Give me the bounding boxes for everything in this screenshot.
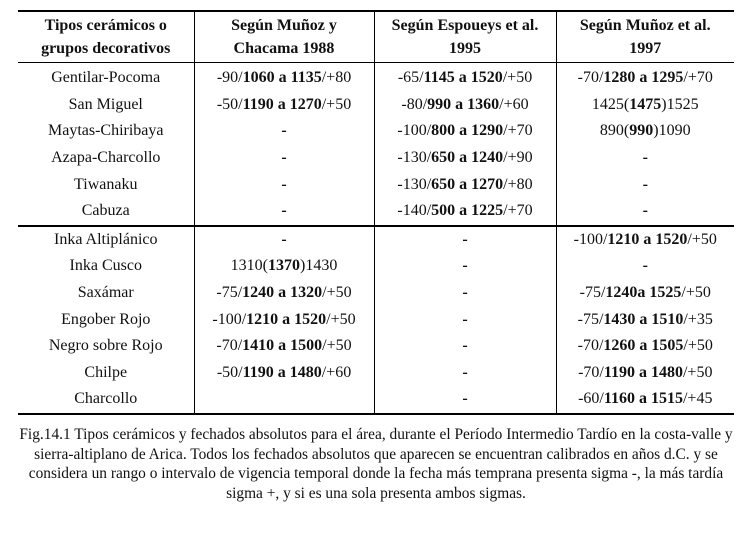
date-cell: -: [556, 253, 734, 280]
table-row: [18, 118, 734, 145]
date-cell: -75/1430 a 1510/+35: [556, 306, 734, 333]
date-cell: -: [194, 198, 374, 226]
date-cell: -: [374, 226, 556, 254]
table-row: [18, 198, 734, 226]
header-row: [18, 11, 734, 63]
ceramic-type-cell: Tiwanaku: [74, 175, 138, 193]
date-cell: -: [556, 145, 734, 172]
date-cell: -: [374, 386, 556, 414]
date-cell: -100/1210 a 1520/+50: [194, 306, 374, 333]
date-cell: -70/1260 a 1505/+50: [556, 333, 734, 360]
date-cell: -70/1190 a 1480/+50: [556, 360, 734, 387]
ceramic-type-cell: Inka Altiplánico: [53, 230, 158, 248]
table-row: [18, 333, 734, 360]
date-cell: -140/500 a 1225/+70: [374, 198, 556, 226]
date-cell: -50/1190 a 1480/+60: [194, 360, 374, 387]
date-cell: -70/1410 a 1500/+50: [194, 333, 374, 360]
date-cell: -130/650 a 1270/+80: [374, 171, 556, 198]
date-cell: -: [194, 226, 374, 254]
ceramic-type-cell: Inka Cusco: [69, 257, 142, 275]
ceramic-type-cell: Gentilar-Pocoma: [51, 69, 161, 87]
ceramic-type-cell: Negro sobre Rojo: [48, 337, 163, 355]
date-cell: -75/1240 a 1320/+50: [194, 280, 374, 307]
date-cell: -80/990 a 1360/+60: [374, 92, 556, 119]
ceramic-type-cell: Saxámar: [77, 284, 134, 302]
date-cell: -130/650 a 1240/+90: [374, 145, 556, 172]
date-cell: [194, 386, 374, 414]
date-cell: 1310(1370)1430: [194, 253, 374, 280]
date-cell: -100/1210 a 1520/+50: [556, 226, 734, 254]
date-cell: -60/1160 a 1515/+45: [556, 386, 734, 414]
date-cell: -: [374, 333, 556, 360]
date-cell: -: [194, 118, 374, 145]
date-cell: 890(990)1090: [556, 118, 734, 145]
date-cell: -: [374, 280, 556, 307]
data-table-container: [18, 10, 734, 415]
table-row: [18, 145, 734, 172]
ceramic-type-cell: Engober Rojo: [61, 310, 151, 328]
date-cell: -50/1190 a 1270/+50: [194, 92, 374, 119]
ceramic-type-cell: Maytas-Chiribaya: [47, 122, 164, 140]
header-munoz-1997: Según Muñoz et al. 1997: [556, 11, 734, 63]
header-types: Tipos cerámicos o grupos decorativos: [41, 17, 171, 57]
date-cell: -75/1240a 1525/+50: [556, 280, 734, 307]
table-row: [18, 63, 734, 92]
ceramic-type-cell: Chilpe: [84, 363, 128, 381]
table-row: [18, 360, 734, 387]
ceramic-type-cell: San Miguel: [68, 95, 143, 113]
dating-table: [18, 10, 734, 415]
date-cell: -65/1145 a 1520/+50: [374, 63, 556, 92]
date-cell: -90/1060 a 1135/+80: [194, 63, 374, 92]
figure-caption: Fig.14.1 Tipos cerámicos y fechados absolutos para el área, durante el Período Intermedio Tardío en la costa-valle y sierra-altiplano de Arica. Todos los fechados absolutos que aparecen se encuentran calibrados en años d.C. y se considera un rango o intervalo de vigencia temporal donde la fecha más temprana presenta sigma -, la más tardía sigma +, y si es una sola presenta ambos sigmas.: [19, 426, 733, 503]
ceramic-type-cell: Azapa-Charcollo: [51, 149, 161, 167]
header-munoz-chacama: Según Muñoz y Chacama 1988: [194, 11, 374, 63]
table-row: [18, 280, 734, 307]
table-row: [18, 171, 734, 198]
ceramic-type-cell: Charcollo: [18, 386, 194, 414]
header-espoueys: Según Espoueys et al. 1995: [374, 11, 556, 63]
date-cell: -: [194, 145, 374, 172]
date-cell: -: [374, 253, 556, 280]
table-row: [18, 253, 734, 280]
date-cell: -70/1280 a 1295/+70: [556, 63, 734, 92]
date-cell: -: [194, 171, 374, 198]
table-body: [18, 63, 734, 414]
table-row: [18, 386, 734, 414]
date-cell: 1425(1475)1525: [556, 92, 734, 119]
date-cell: -: [374, 360, 556, 387]
ceramic-type-cell: Cabuza: [18, 198, 194, 226]
table-row: [18, 306, 734, 333]
table-row: [18, 92, 734, 119]
table-row: [18, 226, 734, 254]
date-cell: -: [556, 198, 734, 226]
date-cell: -: [556, 171, 734, 198]
date-cell: -: [374, 306, 556, 333]
date-cell: -100/800 a 1290/+70: [374, 118, 556, 145]
